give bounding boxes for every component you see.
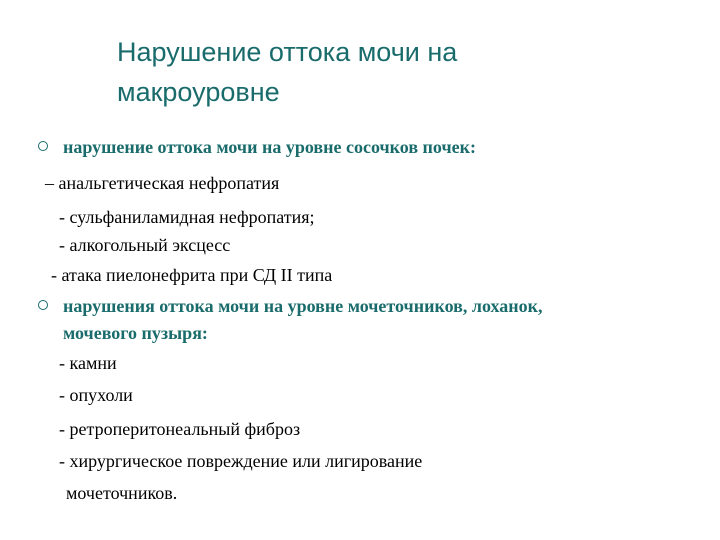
slide-title-line-1: Нарушение оттока мочи на [117, 37, 458, 67]
section-2-item-2: - опухоли [59, 385, 133, 405]
hollow-circle-bullet-icon [38, 141, 48, 151]
section-1-heading: нарушение оттока мочи на уровне сосочков почек: [63, 137, 476, 157]
section-1-item-2: - сульфаниламидная нефропатия; [59, 207, 315, 227]
section-2-item-3: - ретроперитонеальный фиброз [59, 419, 301, 439]
slide-title-line-2: макроуровне [117, 77, 280, 107]
section-2-item-5: мочеточников. [66, 483, 178, 503]
hollow-circle-bullet-icon [38, 300, 48, 310]
section-1-item-3: - алкогольный эксцесс [59, 235, 231, 255]
section-2-heading-line-2: мочевого пузыря: [63, 323, 208, 343]
section-2-item-4: - хирургическое повреждение или лигирование [59, 451, 423, 471]
section-2-item-1: - камни [59, 353, 117, 373]
section-1-item-4: - атака пиелонефрита при СД II типа [51, 265, 333, 285]
section-1-item-1: – анальгетическая нефропатия [45, 173, 280, 193]
section-2-heading-line-1: нарушения оттока мочи на уровне мочеточников, лоханок, [63, 296, 543, 316]
